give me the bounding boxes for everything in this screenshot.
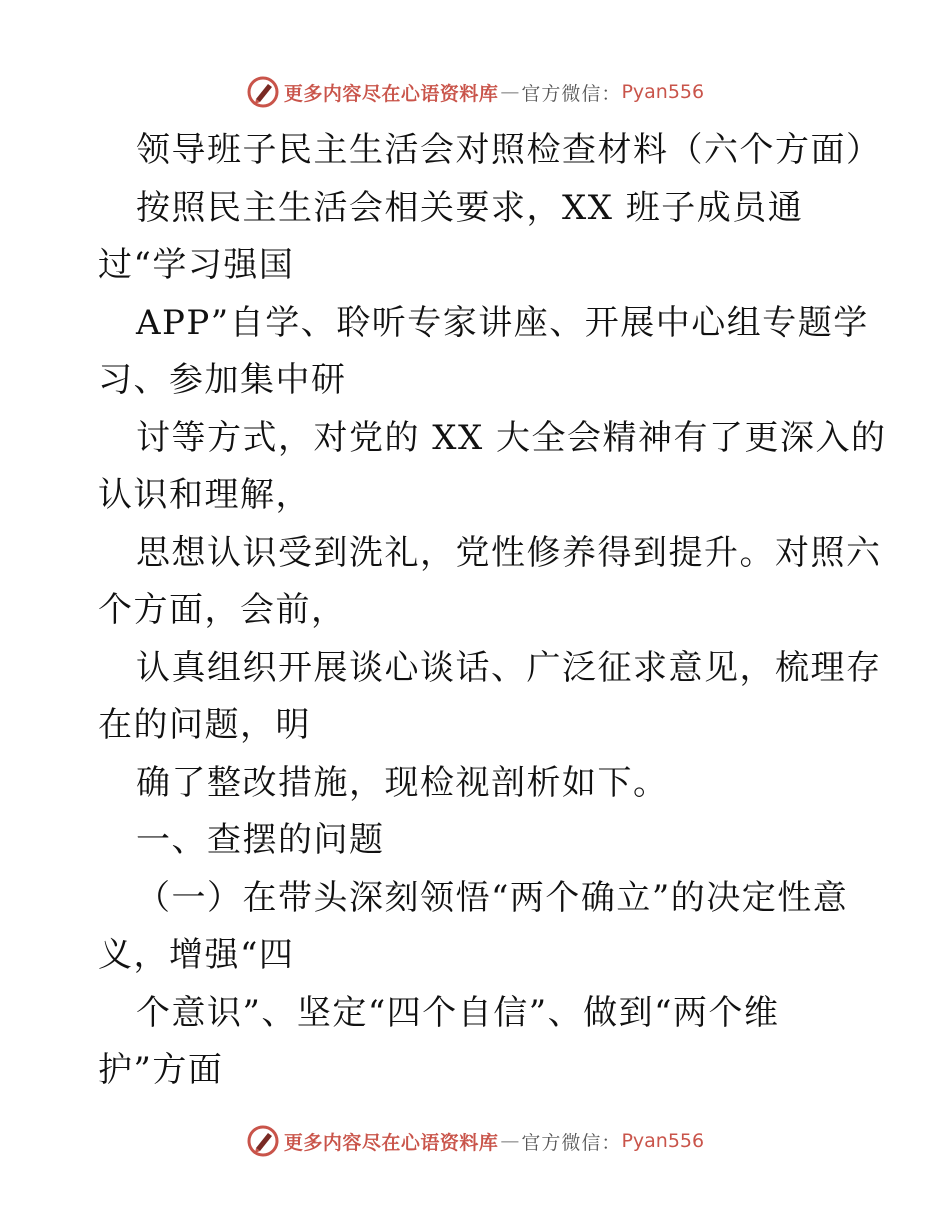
document-text-line: 确了整改措施，现检视剖析如下。 [136,762,669,803]
document-text-line: 个方面，会前， [98,590,347,630]
footer-watermark-banner [0,1121,950,1161]
document-text-line: 认真组织开展谈心谈话、广泛征求意见，梳理存 [136,647,882,688]
document-body [98,122,887,1100]
document-text-line: 护”方面 [98,1050,224,1090]
banner-dash: — [500,1130,520,1152]
document-text-line: 在的问题，明 [98,705,311,745]
document-text-line: APP”自学、聆听专家讲座、开展中心组专题学 [136,302,869,343]
pen-logo-icon [246,1124,280,1158]
banner-official-label: 官方微信： [521,1131,622,1154]
banner-wechat-id: Pyan556 [621,81,705,103]
document-text-line: （一）在带头深刻领悟“两个确立”的决定性意 [136,877,849,918]
document-text-line: 习、参加集中研 [98,360,347,400]
banner-official-label: 官方微信： [521,82,622,105]
document-text-line: 讨等方式，对党的 XX 大全会精神有了更深入的 [136,417,887,458]
document-text-line: 个意识”、坚定“四个自信”、做到“两个维 [136,992,780,1033]
document-text-line: 过“学习强国 [98,245,295,285]
banner-dash: — [500,81,520,103]
document-text-line: 认识和理解， [98,475,311,515]
document-text-line: 领导班子民主生活会对照检查材料（六个方面） [136,130,882,170]
banner-brand-text: 更多内容尽在心语资料库 [283,1131,499,1154]
header-watermark-banner [0,72,950,112]
document-text-line: 思想认识受到洗礼，党性修养得到提升。对照六 [136,532,882,573]
document-text-line: 一、查摆的问题 [136,820,385,860]
document-text-line: 义，增强“四 [98,935,295,975]
banner-wechat-id: Pyan556 [621,1130,705,1152]
document-text-line: 按照民主生活会相关要求，XX 班子成员通 [136,187,804,228]
banner-brand-text: 更多内容尽在心语资料库 [283,82,499,105]
pen-logo-icon [246,75,280,109]
